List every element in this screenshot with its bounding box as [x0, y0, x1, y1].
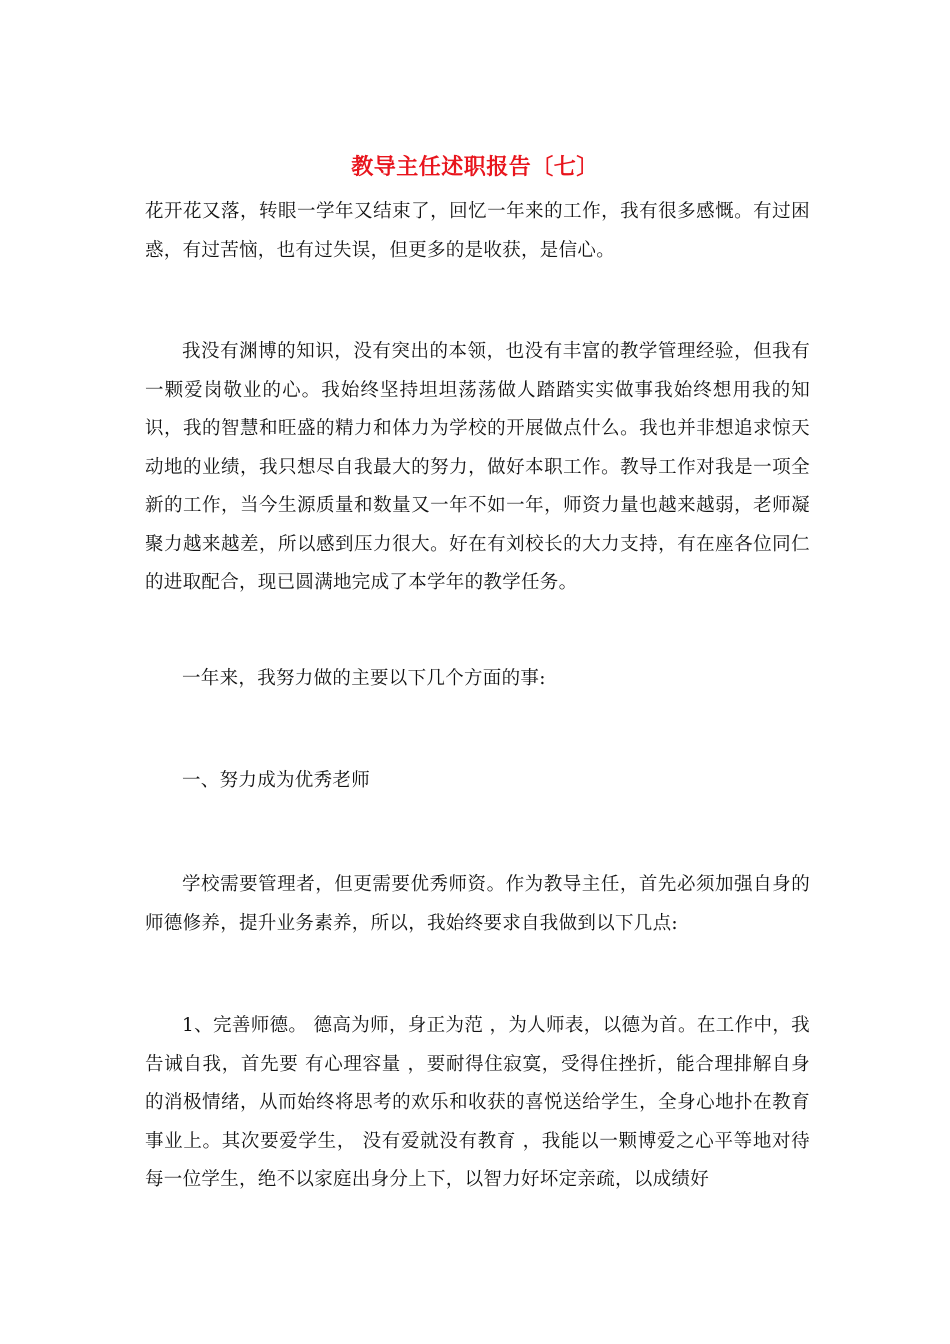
document-title: 教导主任述职报告〔七〕	[351, 155, 599, 180]
paragraph-intro: 花开花又落，转眼一学年又结束了，回忆一年来的工作，我有很多感慨。有过困惑，有过苦恼，也有过失误，但更多的是收获，是信心。	[145, 201, 810, 261]
section-heading-1: 一、努力成为优秀老师	[182, 770, 371, 791]
paragraph-overview: 一年来，我努力做的主要以下几个方面的事:	[182, 668, 546, 689]
paragraph-item-1: 1、完善师德。 德高为师，身正为范 ，为人师表，以德为首。在工作中，我告诫自我，首先要 有心理容量 ，要耐得住寂寞，受得住挫折，能合理排解自身的消极情绪，从而始终将思考的欢乐和收获的喜悦送给学生，全身心地扑在教育事业上。其次要爱学生， 没有爱就没有教育 ，我能以一颗博爱之心平等地对待每一位学生，绝不以家庭出身分上下，以智力好坏定亲疏，以成绩好	[145, 1015, 810, 1190]
paragraph-section-1-intro: 学校需要管理者，但更需要优秀师资。作为教导主任，首先必须加强自身的师德修养，提升业务素养，所以，我始终要求自我做到以下几点:	[145, 874, 810, 934]
paragraph-self-description: 我没有渊博的知识，没有突出的本领，也没有丰富的教学管理经验，但我有一颗爱岗敬业的心。我始终坚持坦坦荡荡做人踏踏实实做事我始终想用我的知识，我的智慧和旺盛的精力和体力为学校的开展做点什么。我也并非想追求惊天动地的业绩，我只想尽自我最大的努力，做好本职工作。教导工作对我是一项全新的工作，当今生源质量和数量又一年不如一年，师资力量也越来越弱，老师凝聚力越来越差，所以感到压力很大。好在有刘校长的大力支持，有在座各位同仁的进取配合，现已圆满地完成了本学年的教学任务。	[145, 341, 810, 593]
